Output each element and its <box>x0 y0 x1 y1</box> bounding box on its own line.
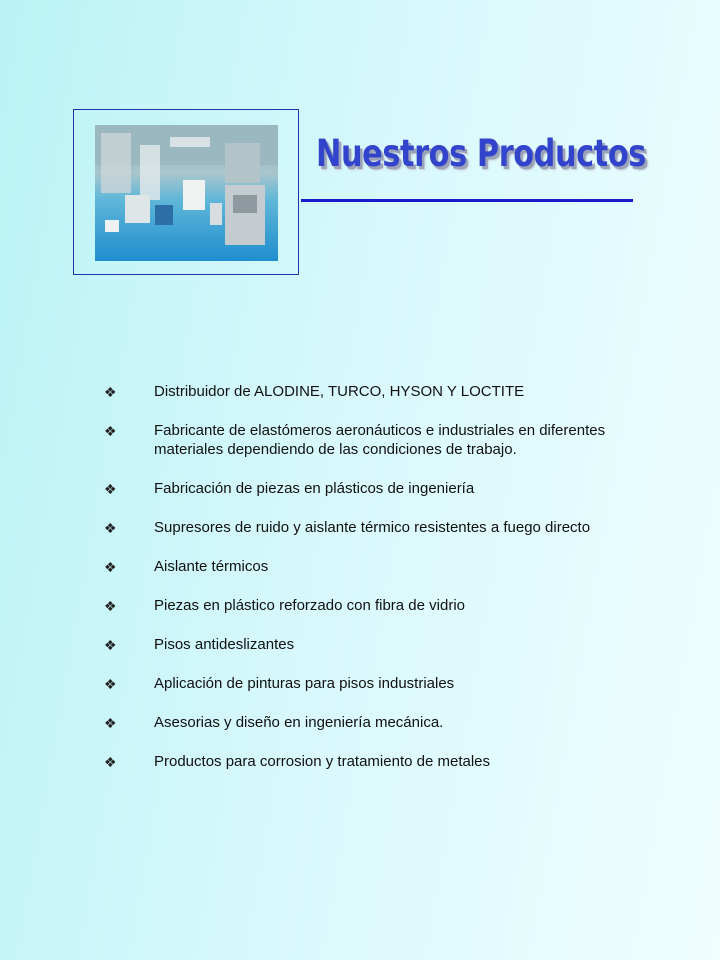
list-item <box>100 382 660 401</box>
list-item-text: Pisos antideslizantes <box>154 636 295 653</box>
diamond-bullet-icon: ❖ <box>104 754 117 770</box>
diamond-bullet-icon: ❖ <box>104 481 117 497</box>
title-underline <box>301 199 633 202</box>
list-item-text: Aislante térmicos <box>154 558 269 575</box>
list-item-text: Asesorias y diseño en ingeniería mecánica. <box>154 714 444 731</box>
list-item-text: Supresores de ruido y aislante térmico resistentes a fuego directo <box>154 519 591 536</box>
list-item <box>100 479 660 498</box>
photo-frame <box>73 109 299 275</box>
list-item <box>100 713 660 732</box>
page-title-text: Nuestros Productos <box>316 132 646 175</box>
list-item <box>100 421 660 459</box>
list-item <box>100 518 660 537</box>
list-item <box>100 596 660 615</box>
product-list <box>100 382 660 791</box>
diamond-bullet-icon: ❖ <box>104 384 117 400</box>
diamond-bullet-icon: ❖ <box>104 598 117 614</box>
list-item-text: Fabricante de elastómeros aeronáuticos e industriales en diferentes materiales dependiendo de las condiciones de trabajo. <box>154 422 606 458</box>
page-title <box>308 132 646 188</box>
list-item <box>100 752 660 771</box>
diamond-bullet-icon: ❖ <box>104 637 117 653</box>
list-item <box>100 557 660 576</box>
diamond-bullet-icon: ❖ <box>104 559 117 575</box>
list-item-text: Distribuidor de ALODINE, TURCO, HYSON Y LOCTITE <box>154 383 525 400</box>
list-item-text: Productos para corrosion y tratamiento de metales <box>154 753 490 770</box>
diamond-bullet-icon: ❖ <box>104 715 117 731</box>
list-item-text: Fabricación de piezas en plásticos de ingeniería <box>154 480 475 497</box>
list-item-text: Aplicación de pinturas para pisos industriales <box>154 675 455 692</box>
factory-floor-photo <box>95 125 278 261</box>
list-item <box>100 674 660 693</box>
list-item-text: Piezas en plástico reforzado con fibra de vidrio <box>154 597 466 614</box>
diamond-bullet-icon: ❖ <box>104 676 117 692</box>
diamond-bullet-icon: ❖ <box>104 520 117 536</box>
list-item <box>100 635 660 654</box>
diamond-bullet-icon: ❖ <box>104 423 117 439</box>
